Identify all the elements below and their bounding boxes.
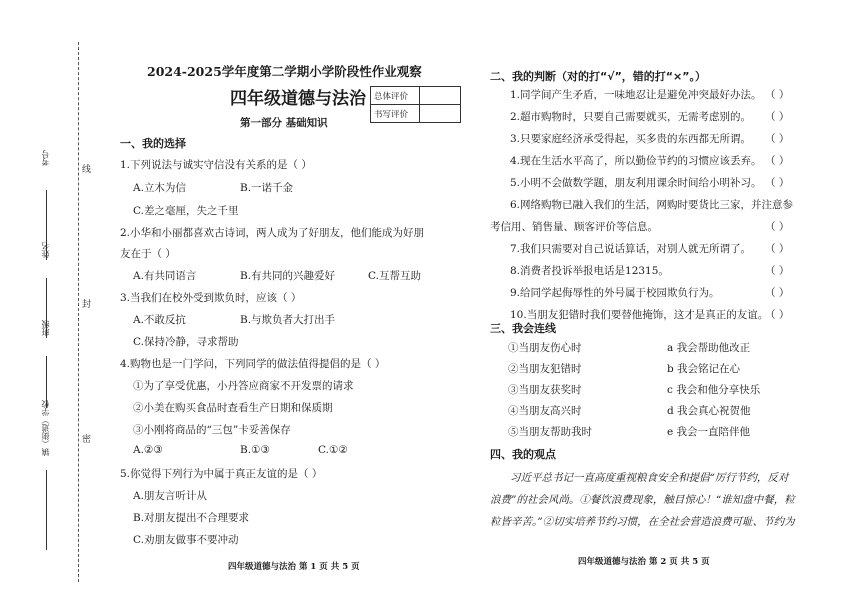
match-left-2: ②当朋友犯错时 [508, 363, 582, 375]
evaluation-table [370, 86, 461, 123]
answer-paren-10: （ ） [765, 309, 790, 321]
page-1-footer: 四年级道德与法治 第 1 页 共 5 页 [228, 562, 360, 572]
match-left-1: ①当朋友伤心时 [508, 342, 582, 354]
essay-line-3: 粒皆辛苦。”②切实培养节约习惯，在全社会营造浪费可耻、节约为 [490, 516, 795, 528]
q5-option-b: B.对朋友提出不合理要求 [133, 512, 250, 524]
match-right-a: a 我会帮助他改正 [667, 342, 751, 354]
label-kaohao: 考号 [41, 150, 50, 166]
judge-item-10: 10.当朋友犯错时我们要替他掩饰，这才是真正的友谊。 [510, 309, 769, 321]
judge-item-6-cont: 考信用、销售量、顾客评价等信息。 [490, 221, 658, 233]
question-1: 1.下列说法与诚实守信没有关系的是（ ） [120, 159, 312, 171]
answer-paren-8: （ ） [765, 265, 790, 277]
q2-option-a: A.有共同语言 [133, 270, 197, 282]
answer-paren-7: （ ） [765, 243, 790, 255]
q2-option-c: C.互帮互助 [368, 270, 421, 282]
q4-option-a: A.②③ [133, 444, 163, 456]
q1-option-c: C.差之毫厘，失之千里 [133, 205, 239, 217]
label-xingming: 姓名 [41, 242, 50, 258]
q5-option-c: C.劝朋友做事不要冲动 [133, 534, 239, 546]
subject-title: 四年级道德与法治 [230, 89, 366, 109]
label-xuexiao: 镇（街道）学校 [41, 400, 50, 456]
judge-item-7: 7.我们只需要对自己说话算话，对别人就无所谓了。 [510, 243, 752, 255]
q2-option-b: B.有共同的兴趣爱好 [240, 270, 336, 282]
question-3: 3.当我们在校外受到欺负时，应该（ ） [120, 292, 302, 304]
seal-char-feng: 封 [82, 300, 92, 310]
section-4-heading: 四、我的观点 [490, 448, 556, 461]
eval-writing-label: 书写评价 [371, 105, 420, 123]
xuexiao-underline [46, 470, 47, 550]
judge-item-2: 2.超市购物时，只要自己需要就买，无需考虑别的。 [510, 111, 752, 123]
q5-option-a: A.朋友言听计从 [133, 490, 207, 502]
match-left-4: ④当朋友高兴时 [508, 405, 582, 417]
answer-paren-1: （ ） [765, 89, 790, 101]
q4-statement-2: ②小美在购买食品时查看生产日期和保质期 [133, 402, 333, 414]
judge-item-8: 8.消费者投诉举报电话是12315。 [510, 265, 669, 277]
answer-paren-6: （ ） [765, 221, 790, 233]
question-2-line-2: 友在于（ ） [120, 248, 176, 260]
q3-option-c: C.保持冷静，寻求帮助 [133, 336, 239, 348]
section-1-heading: 一、我的选择 [120, 137, 186, 150]
question-2-line-1: 2.小华和小丽都喜欢古诗词，两人成为了好朋友，他们能成为好朋 [120, 227, 425, 239]
judge-item-9: 9.给同学起侮辱性的外号属于校园欺负行为。 [510, 287, 720, 299]
judge-item-6: 6.网络购物已融入我们的生活，网购时要货比三家，并注意参 [510, 199, 794, 211]
match-right-d: d 我会真心祝贺他 [667, 405, 751, 417]
q4-statement-3: ③小刚将商品的“三包”卡妥善保存 [133, 424, 291, 436]
page-2-footer: 四年级道德与法治 第 2 页 共 5 页 [578, 557, 710, 567]
q4-option-c: C.①② [318, 444, 348, 456]
section-3-heading: 三、我会连线 [490, 322, 556, 335]
exam-title: 2024-2025学年度第二学期小学阶段性作业观察 [147, 64, 422, 79]
match-right-c: c 我会和他分享快乐 [667, 384, 761, 396]
q4-statement-1: ①为了享受优惠，小丹答应商家不开发票的请求 [133, 380, 354, 392]
question-4: 4.购物也是一门学问，下列同学的做法值得提倡的是（ ） [120, 358, 386, 370]
match-right-e: e 我会一直陪伴他 [667, 426, 751, 438]
q1-option-b: B.一诺千金 [240, 182, 294, 194]
q1-option-a: A.立木为信 [133, 182, 186, 194]
match-left-3: ③当朋友获奖时 [508, 384, 582, 396]
eval-overall-label: 总体评价 [371, 87, 420, 105]
judge-item-5: 5.小明不会做数学题，朋友利用课余时间给小明补习。 [510, 177, 762, 189]
match-right-b: b 我会铭记在心 [667, 363, 741, 375]
eval-overall-box [420, 87, 461, 105]
binding-dashed-line [78, 42, 79, 582]
answer-paren-9: （ ） [765, 287, 790, 299]
question-5: 5.你觉得下列行为中属于真正友谊的是（ ） [120, 468, 323, 480]
answer-paren-2: （ ） [765, 111, 790, 123]
q3-option-b: B.与欺负者大打出手 [240, 314, 336, 326]
label-banji: 班级 [41, 320, 50, 336]
essay-line-1: 习近平总书记一直高度重视粮食安全和提倡“厉行节约，反对 [510, 472, 789, 484]
seal-char-xian: 线 [82, 165, 92, 175]
answer-paren-4: （ ） [765, 155, 790, 167]
match-left-5: ⑤当朋友帮助我时 [508, 426, 592, 438]
essay-line-2: 浪费”的社会风尚。①餐饮浪费现象，触目惊心！“谁知盘中餐，粒 [490, 494, 795, 506]
seal-char-mi: 密 [82, 435, 92, 445]
q3-option-a: A.不敢反抗 [133, 314, 186, 326]
section-2-heading: 二、我的判断（对的打“√”，错的打“×”。） [490, 70, 706, 83]
eval-writing-box [420, 105, 461, 123]
answer-paren-5: （ ） [765, 177, 790, 189]
judge-item-1: 1.同学间产生矛盾，一味地忍让是避免冲突最好办法。 [510, 89, 762, 101]
judge-item-4: 4.现在生活水平高了，所以勤俭节约的习惯应该丢弃。 [510, 155, 762, 167]
part-title: 第一部分 基础知识 [240, 117, 328, 129]
q4-option-b: B.①③ [240, 444, 270, 456]
answer-paren-3: （ ） [765, 133, 790, 145]
judge-item-3: 3.只要家庭经济承受得起，买多贵的东西都无所谓。 [510, 133, 752, 145]
